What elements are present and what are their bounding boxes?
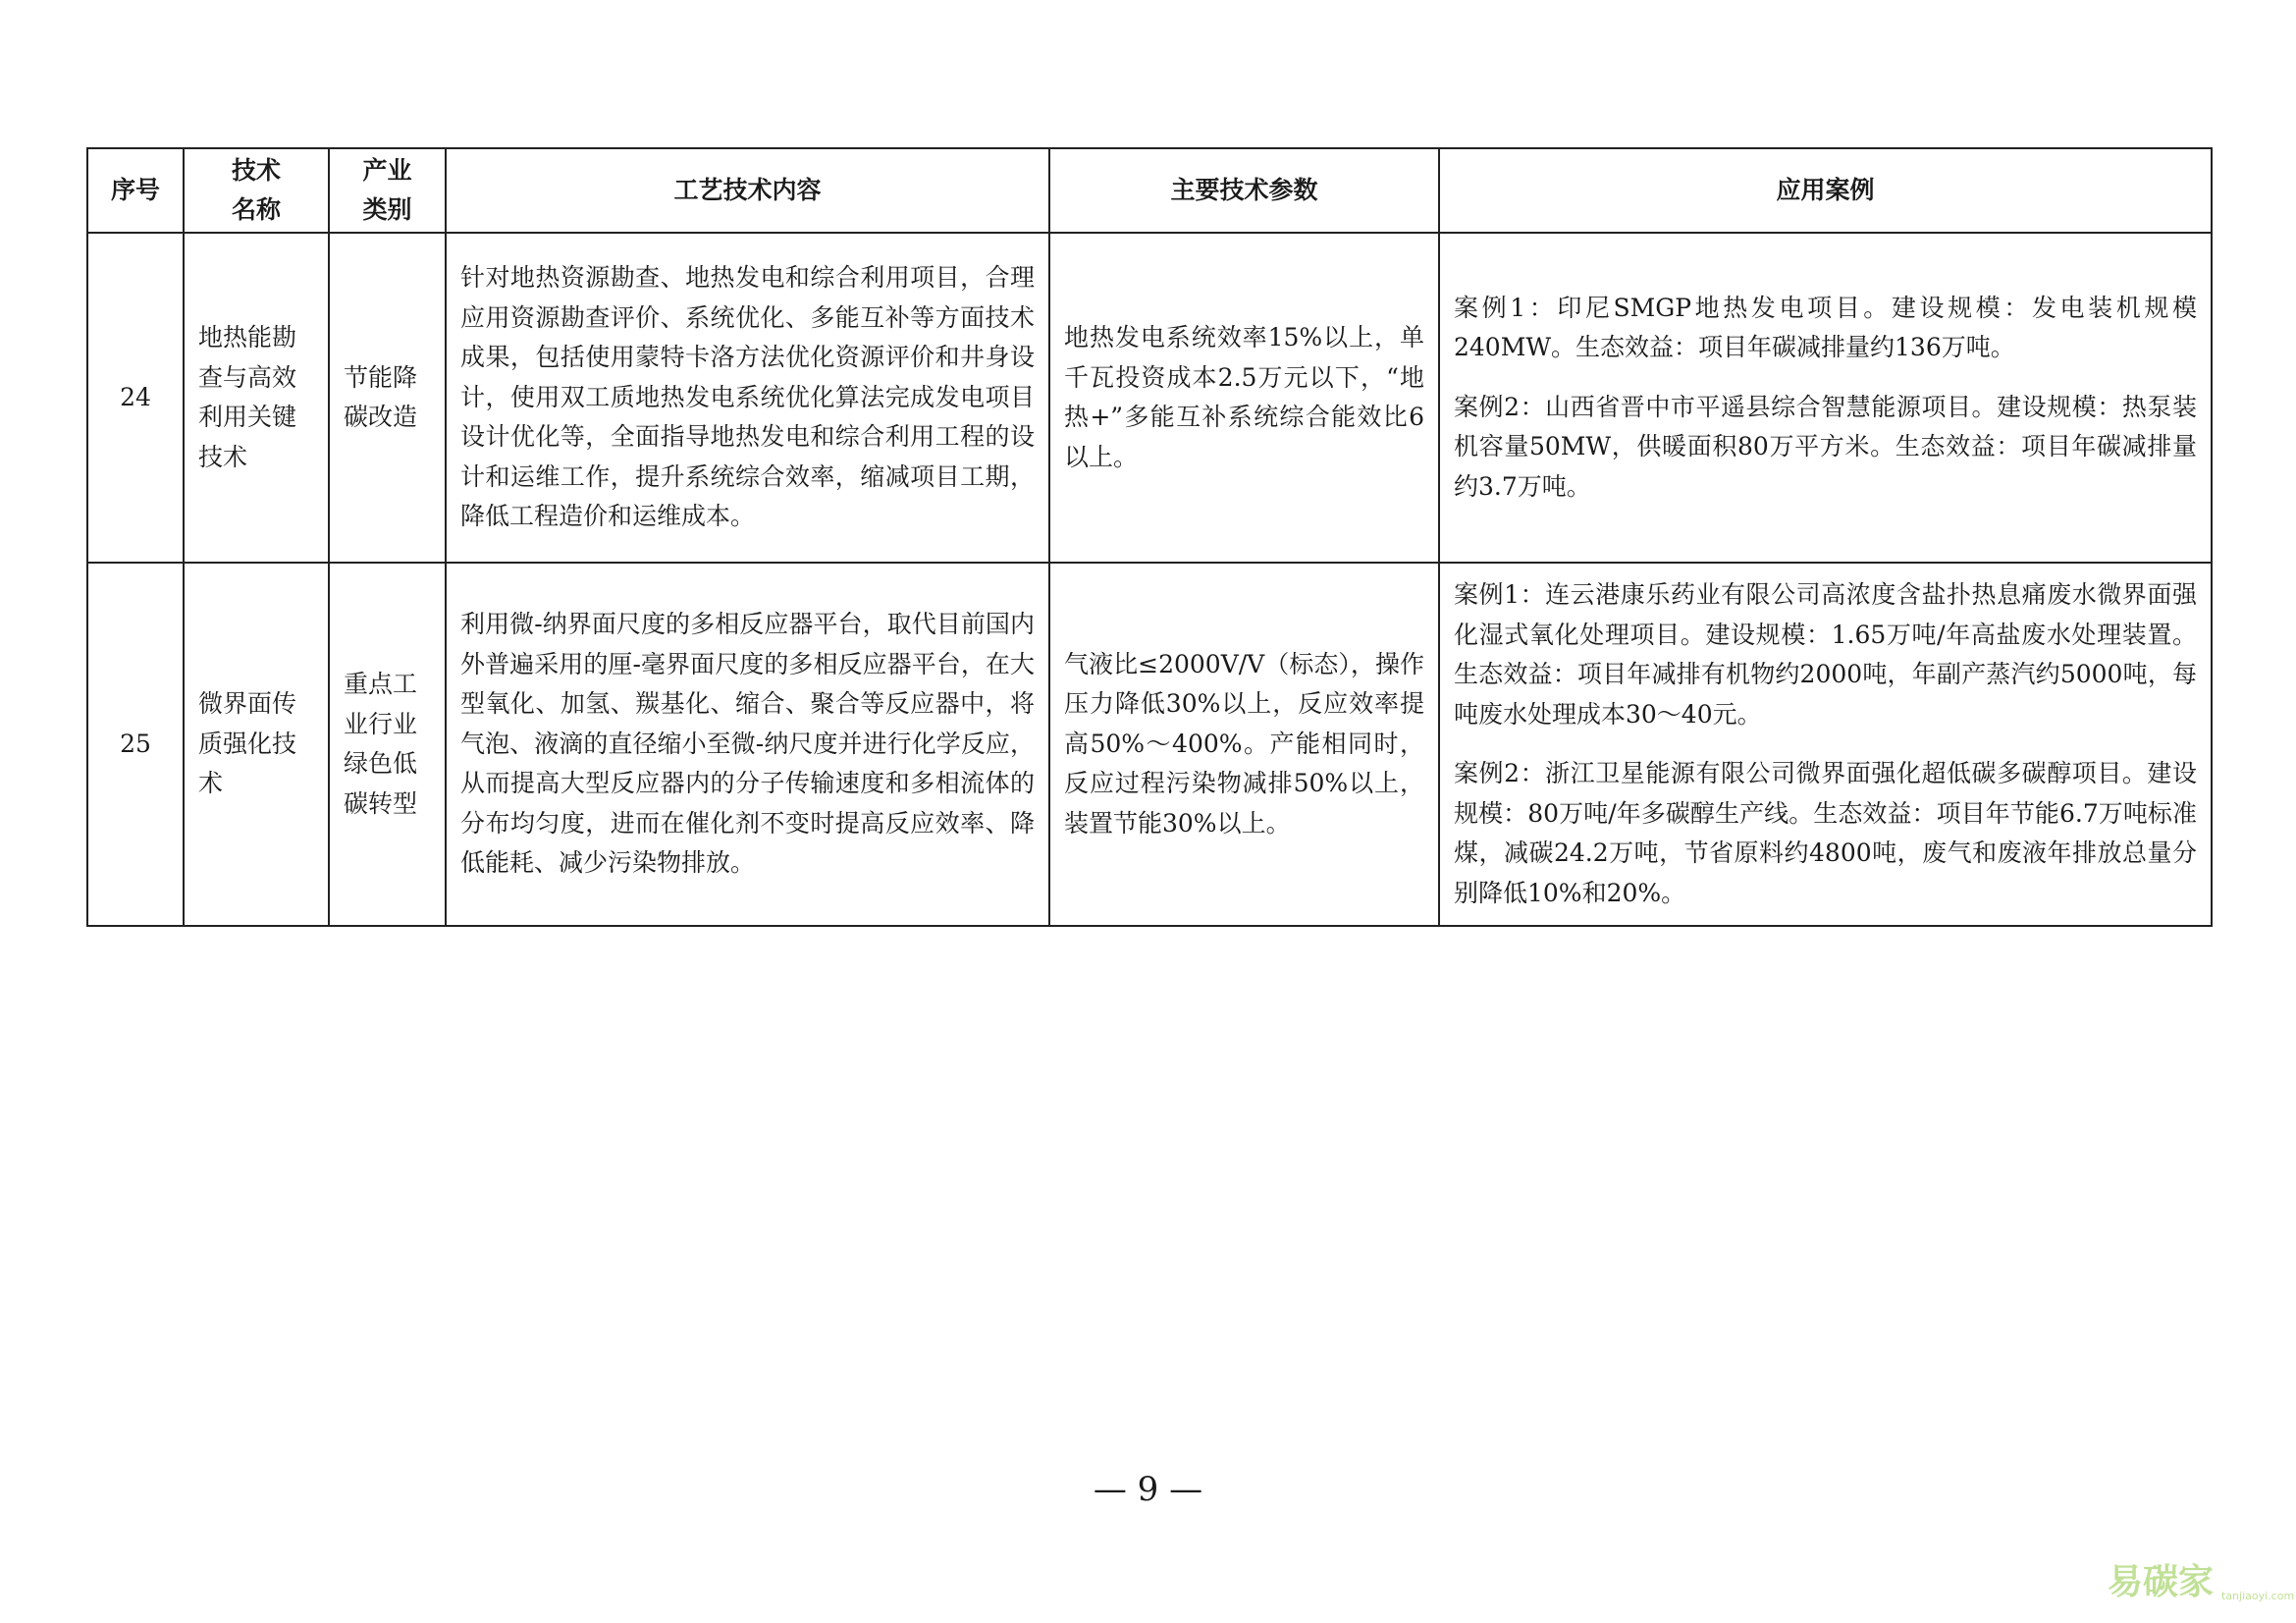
header-process-content: 工艺技术内容 — [446, 148, 1049, 233]
row-application-cases — [1439, 563, 2212, 926]
row-category: 节能降碳改造 — [329, 233, 446, 563]
row-application-cases — [1439, 233, 2212, 563]
header-category — [329, 148, 446, 233]
header-application-cases: 应用案例 — [1439, 148, 2212, 233]
watermark-logo — [2106, 1550, 2295, 1609]
row-tech-name: 微界面传质强化技术 — [184, 563, 329, 926]
row-main-params: 气液比≤2000V/V（标态），操作压力降低30%以上，反应效率提高50%～400%。产能相同时，反应过程污染物减排50%以上，装置节能30%以上。 — [1049, 563, 1439, 926]
row-seq: 24 — [87, 233, 184, 563]
header-main-params: 主要技术参数 — [1049, 148, 1439, 233]
technology-table — [86, 147, 2213, 927]
header-tech-name-line2: 名称 — [231, 195, 281, 224]
row-category: 重点工业行业绿色低碳转型 — [329, 563, 446, 926]
watermark-domain-text: tanjiaoyi.com — [2221, 1590, 2295, 1602]
row-process-content: 利用微-纳界面尺度的多相反应器平台，取代目前国内外普遍采用的厘-毫界面尺度的多相反应器平台，在大型氧化、加氢、羰基化、缩合、聚合等反应器中，将气泡、液滴的直径缩小至微-纳尺度并进行化学反应，从而提高大型反应器内的分子传输速度和多相流体的分布均匀度，进而在催化剂不变时提高反应效率、降低能耗、减少污染物排放。 — [446, 563, 1049, 926]
header-tech-name-line1: 技术 — [231, 156, 281, 185]
case-2: 案例2：山西省晋中市平遥县综合智慧能源项目。建设规模：热泵装机容量50MW，供暖面积80万平方米。生态效益：项目年碳减排量约3.7万吨。 — [1454, 392, 2197, 501]
header-category-line1: 产业 — [362, 156, 412, 185]
case-1: 案例1：连云港康乐药业有限公司高浓度含盐扑热息痛废水微界面强化湿式氧化处理项目。建设规模：1.65万吨/年高盐废水处理装置。生态效益：项目年减排有机物约2000吨，年副产蒸汽约5000吨，每吨废水处理成本30～40元。 — [1454, 580, 2197, 729]
table-row — [87, 563, 2212, 926]
header-category-line2: 类别 — [362, 195, 412, 224]
table-row — [87, 233, 2212, 563]
row-tech-name: 地热能勘查与高效利用关键技术 — [184, 233, 329, 563]
case-2: 案例2：浙江卫星能源有限公司微界面强化超低碳多碳醇项目。建设规模：80万吨/年多碳醇生产线。生态效益：项目年节能6.7万吨标准煤，减碳24.2万吨，节省原料约4800吨，废气和废液年排放总量分别降低10%和20%。 — [1454, 759, 2197, 907]
page-number: — 9 — — [1093, 1470, 1203, 1509]
header-seq: 序号 — [87, 148, 184, 233]
table-header-row — [87, 148, 2212, 233]
row-process-content: 针对地热资源勘查、地热发电和综合利用项目，合理应用资源勘查评价、系统优化、多能互补等方面技术成果，包括使用蒙特卡洛方法优化资源评价和井身设计，使用双工质地热发电系统优化算法完成发电项目设计优化等，全面指导地热发电和综合利用工程的设计和运维工作，提升系统综合效率，缩减项目工期，降低工程造价和运维成本。 — [446, 233, 1049, 563]
row-seq: 25 — [87, 563, 184, 926]
watermark-logo-text: 易碳家 — [2108, 1562, 2215, 1602]
row-main-params: 地热发电系统效率15%以上，单千瓦投资成本2.5万元以下，“地热+”多能互补系统综合能效比6以上。 — [1049, 233, 1439, 563]
header-tech-name — [184, 148, 329, 233]
case-1: 案例1：印尼SMGP地热发电项目。建设规模：发电装机规模240MW。生态效益：项目年碳减排量约136万吨。 — [1454, 293, 2197, 362]
